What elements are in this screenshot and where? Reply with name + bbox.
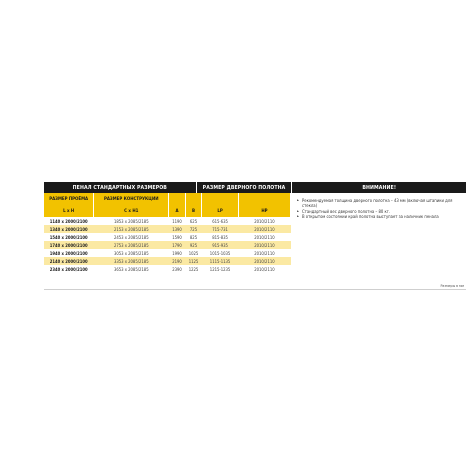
- cell-size: 2340 x 2000/2100: [49, 266, 88, 272]
- attention-list: [297, 198, 466, 220]
- cell-lp: 1215-1235: [209, 266, 231, 272]
- cell-hp: 2010/2110: [254, 234, 275, 240]
- subheader-b: [186, 193, 202, 217]
- subheader-construction-title: РАЗМЕР КОНСТРУКЦИИ: [103, 196, 159, 202]
- header-standard-sizes: ПЕНАЛ СТАНДАРТНЫХ РАЗМЕРОВ: [44, 182, 196, 193]
- cell-hp: 2010/2110: [254, 226, 275, 232]
- table-row: [44, 217, 291, 225]
- cell-size: 1340 x 2000/2100: [49, 226, 88, 232]
- attention-item: ► В открытом состоянии край полотна выступает за наличник пенала: [297, 214, 466, 219]
- subheader-hp-label: HP: [261, 208, 268, 214]
- subheader-construction: [94, 193, 168, 217]
- cell-a: 1590: [172, 234, 182, 240]
- header-row: [44, 182, 466, 193]
- table-row: [44, 257, 291, 265]
- subheader-lp: [202, 193, 238, 217]
- cell-b: 825: [189, 234, 198, 240]
- cell-lp: 1015-1035: [209, 250, 231, 256]
- subheader-construction-formula: C x H1: [124, 208, 139, 214]
- spec-table: [44, 182, 466, 273]
- cell-size: 1140 x 2000/2100: [49, 218, 88, 224]
- table-body: [44, 217, 291, 273]
- table-row: [44, 233, 291, 241]
- cell-hp: 2010/2110: [254, 258, 275, 264]
- cell-b: 925: [189, 242, 198, 248]
- attention-item: ► Рекомендуемая толщина дверного полотна – 43 мм (включая штапики для стекла): [297, 198, 466, 209]
- header-attention: ВНИМАНИЕ!: [292, 182, 466, 193]
- cell-size: 1740 x 2000/2100: [49, 242, 88, 248]
- divider-line: [44, 289, 466, 290]
- subheader-hp: [239, 193, 290, 217]
- cell-a: 2390: [172, 266, 182, 272]
- table-row: [44, 249, 291, 257]
- cell-size: 2140 x 2000/2100: [49, 258, 88, 264]
- cell-b: 1025: [188, 250, 199, 256]
- cell-b: 1125: [188, 258, 199, 264]
- cell-size: 1940 x 2000/2100: [49, 250, 88, 256]
- table-row: [44, 225, 291, 233]
- cell-size: 1540 x 2000/2100: [49, 234, 88, 240]
- header-door-size: РАЗМЕР ДВЕРНОГО ПОЛОТНА: [197, 182, 292, 193]
- cell-construction: 3053 x 2085/2185: [113, 250, 149, 256]
- cell-lp: 615-635: [212, 218, 228, 224]
- subheader-a: [169, 193, 185, 217]
- subheader-opening-title: РАЗМЕР ПРОЁМА: [49, 196, 89, 202]
- cell-hp: 2010/2110: [254, 242, 275, 248]
- cell-hp: 2010/2110: [254, 266, 275, 272]
- cell-lp: 815-835: [212, 234, 228, 240]
- subheader-row: [44, 193, 291, 217]
- cell-b: 725: [189, 226, 198, 232]
- table-row: [44, 265, 291, 273]
- cell-b: 625: [189, 218, 198, 224]
- cell-lp: 715-731: [212, 226, 228, 232]
- cell-b: 1225: [188, 266, 199, 272]
- subheader-a-label: A: [175, 208, 179, 214]
- cell-hp: 2010/2110: [254, 218, 275, 224]
- attention-panel: [292, 193, 466, 273]
- cell-construction: 2453 x 2085/2185: [113, 234, 149, 240]
- cell-construction: 3353 x 2085/2185: [113, 258, 149, 264]
- cell-construction: 1853 x 2085/2185: [113, 218, 149, 224]
- cell-hp: 2010/2110: [254, 250, 275, 256]
- subheader-opening: [44, 193, 93, 217]
- cell-construction: 2753 x 2085/2185: [113, 242, 149, 248]
- cell-construction: 2153 x 2085/2185: [113, 226, 149, 232]
- cell-lp: 915-935: [212, 242, 228, 248]
- subheader-lp-label: LP: [217, 208, 223, 214]
- cell-a: 1790: [172, 242, 182, 248]
- table-row: [44, 241, 291, 249]
- subheader-b-label: B: [192, 208, 196, 214]
- cell-a: 1390: [172, 226, 182, 232]
- cell-lp: 1115-1135: [209, 258, 231, 264]
- attention-item: ► Стандартный вес дверного полотна – 80 кг.: [297, 209, 466, 214]
- subheader-opening-formula: L x H: [63, 208, 75, 214]
- units-note: Размеры в мм: [440, 284, 464, 288]
- cell-a: 1190: [172, 218, 182, 224]
- cell-a: 1990: [172, 250, 182, 256]
- cell-a: 2190: [172, 258, 182, 264]
- cell-construction: 3653 x 2085/2185: [113, 266, 149, 272]
